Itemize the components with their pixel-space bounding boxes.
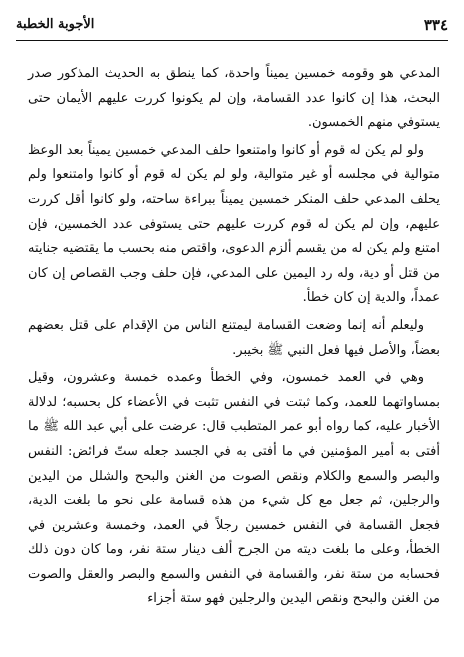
header-rule <box>16 40 448 41</box>
paragraph: وليعلم أنه إنما وضعت القسامة ليمتنع الناس من الإقدام على قتل بعضهم بعضاً، والأصل فيها فعل النبي ﷺ بخيبر. <box>28 317 440 358</box>
page-header <box>16 14 448 40</box>
paragraph: وهي في العمد خمسون، وفي الخطأ وعمده خمسة وعشرون، وقيل بمساواتهما للعمد، وكما ثبتت في النفس تثبت في الأعضاء كل بحسبه؛ لدلالة الأخبار عليه، كما رواه أبو عمر المتطبب قال: عرضت على أبي عبد الله ﷺ ما أفتى به أمير المؤمنين في ما أفتى به في الجسد جعله ستّ فرائض: النفس والبصر والسمع والكلام ونقص الصوت من الغنن والبحح والشلل من اليدين والرجلين، ثم جعل مع كل شيء من هذه قسامة على نحو ما بلغت الدية، فجعل القسامة في النفس خمسين رجلاً في العمد، وخمسة وعشرين في الخطأ، وعلى ما بلغت ديته من الجرح ألف دينار ستة نفر، وما كان دون ذلك فحسابه من ستة نفر، والقسامة في النفس والسمع والبصر والعقل والصوت من الغنن والبحح ونقص اليدين والرجلين فهو ستة أجزاء <box>28 370 440 607</box>
page-number: ٣٣٤ <box>423 16 448 34</box>
body-text <box>28 62 440 615</box>
running-title: الأجوبة الخطبة <box>16 17 95 32</box>
paragraph: المدعي هو وقومه خمسين يميناً واحدة، كما ينطق به الحديث المذكور صدر البحث، هذا إن كانوا عدد القسامة، وإن لم يكونوا كررت عليهم الأيمان حتى يستوفي منهم الخمسون. <box>28 66 440 131</box>
paragraph: ولو لم يكن له قوم أو كانوا وامتنعوا حلف المدعي خمسين يميناً بعد الوعظ متوالية في مجلسه أو غير متوالية، ولو لم يكن له قوم أو كانوا وامتنعوا ولم يحلف المدعي حلف المنكر خمسين يميناً ببراءة ساحته، ولو كانوا أقل كررت عليهم، وإن لم يكن له قوم كررت عليهم حتى يستوفى عدد الخمسين، فإن امتنع ولم يكن له من يقسم ألزم الدعوى، واقتص منه بحسب ما يقتضيه جنايته من قتل أو دية، وله رد اليمين على المدعي، فإن حلف وجب القصاص إن كان عمداً، والدية إن كان خطأ. <box>28 142 440 306</box>
